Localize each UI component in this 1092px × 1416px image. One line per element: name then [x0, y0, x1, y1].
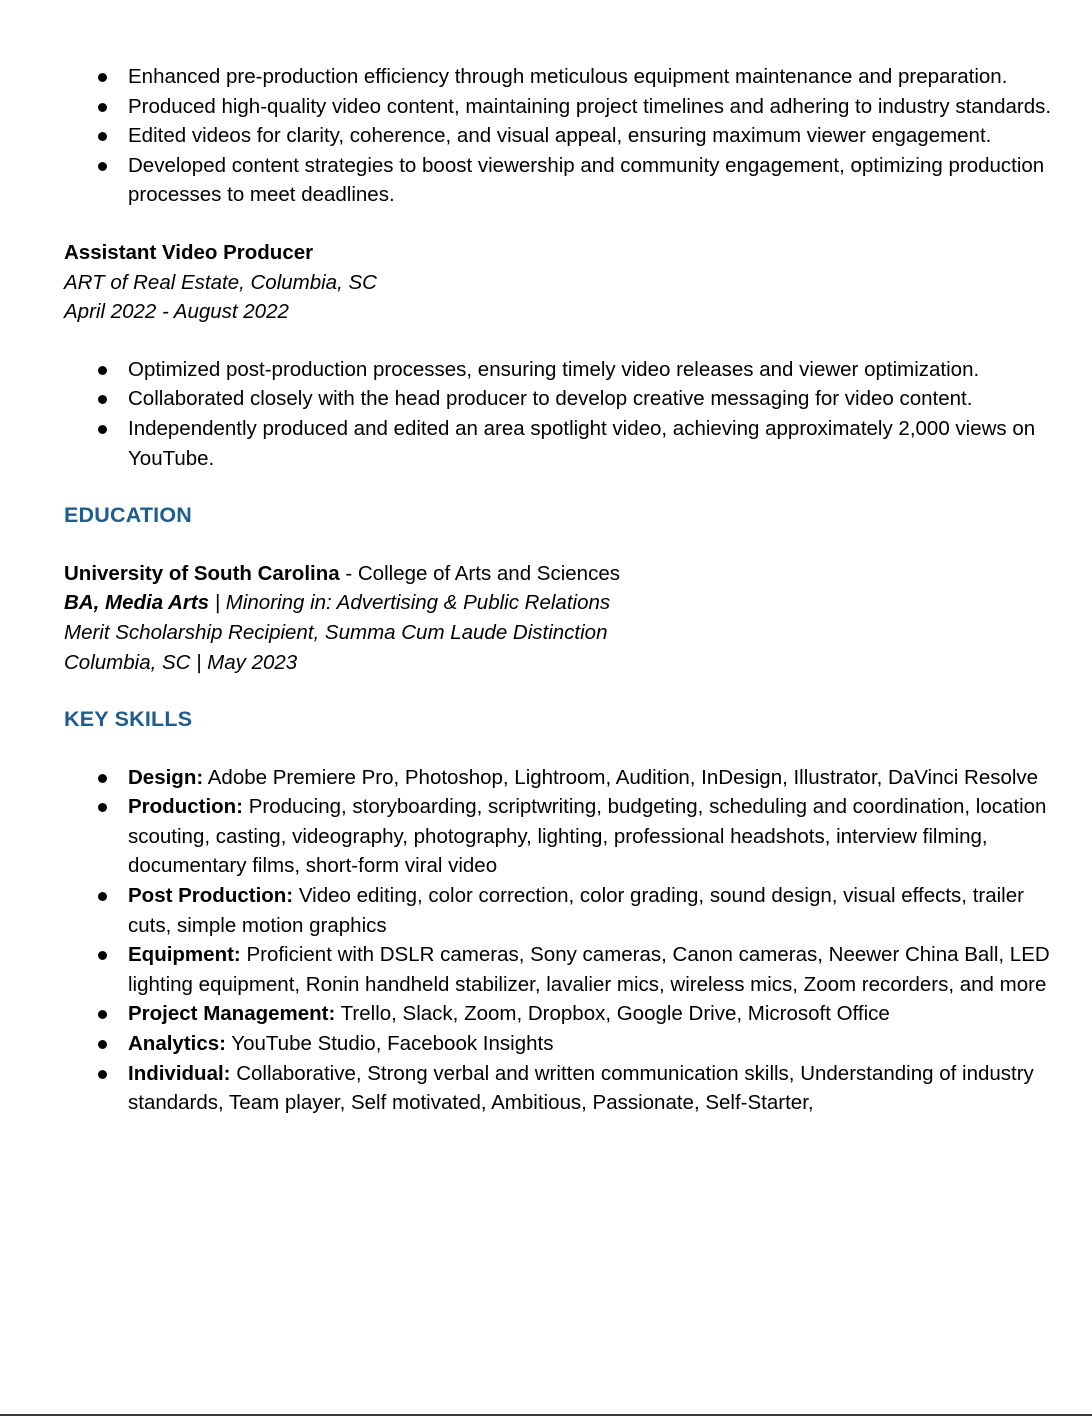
list-item: Independently produced and edited an area spotlight video, achieving approximately 2,000 views on YouTube.: [128, 414, 1054, 473]
skill-item: [128, 792, 1054, 881]
list-item: Optimized post-production processes, ensuring timely video releases and viewer optimization.: [128, 355, 1054, 385]
job-bullet-list: [64, 355, 1054, 473]
skill-item: [128, 1059, 1054, 1118]
skills-heading: KEY SKILLS: [64, 707, 193, 732]
skill-label: Design:: [128, 765, 204, 789]
experience-bullet-list: [64, 62, 1054, 210]
skill-text: Video editing, color correction, color grading, sound design, visual effects, trailer cuts, simple motion graphics: [128, 884, 1024, 937]
skill-item: [128, 881, 1054, 940]
list-item: Developed content strategies to boost viewership and community engagement, optimizing production processes to meet deadlines.: [128, 151, 1054, 210]
skill-item: [128, 999, 1054, 1029]
list-item: Edited videos for clarity, coherence, and visual appeal, ensuring maximum viewer engagement.: [128, 121, 1054, 151]
skill-label: Project Management:: [128, 1002, 336, 1026]
skill-label: Post Production:: [128, 884, 294, 908]
education-honors: Merit Scholarship Recipient, Summa Cum Laude Distinction: [64, 620, 608, 644]
skill-label: Equipment:: [128, 943, 241, 967]
skill-text: YouTube Studio, Facebook Insights: [225, 1032, 554, 1056]
list-item: Collaborated closely with the head producer to develop creative messaging for video content.: [128, 384, 1054, 414]
education-entry: [64, 559, 1054, 677]
list-item: Produced high-quality video content, maintaining project timelines and adhering to industry standards.: [128, 92, 1054, 122]
skill-text: Collaborative, Strong verbal and written communication skills, Understanding of industry standards, Team player, Self motivated, Ambitious, Passionate, Self-Starter,: [128, 1061, 1034, 1115]
degree-name: BA, Media Arts: [64, 591, 210, 615]
skill-label: Analytics:: [128, 1032, 226, 1056]
skill-text: Trello, Slack, Zoom, Dropbox, Google Drive, Microsoft Office: [335, 1002, 890, 1026]
job-company: ART of Real Estate, Columbia, SC: [64, 270, 377, 294]
job-title: Assistant Video Producer: [64, 240, 314, 264]
job-entry: [64, 238, 1054, 327]
school-name: University of South Carolina: [64, 561, 340, 585]
skills-list: [64, 763, 1054, 1118]
school-college: - College of Arts and Sciences: [339, 561, 620, 585]
skill-label: Production:: [128, 795, 244, 819]
education-location-date: Columbia, SC | May 2023: [64, 650, 298, 674]
skill-text: Adobe Premiere Pro, Photoshop, Lightroom, Audition, InDesign, Illustrator, DaVinci Resolve: [203, 765, 1039, 789]
skill-text: Producing, storyboarding, scriptwriting, budgeting, scheduling and coordination, location scouting, casting, videography, photography, lighting, professional headshots, interview filming, documentary films, short-form viral video: [128, 795, 1047, 878]
school-line: [64, 559, 1054, 589]
degree-minor: | Minoring in: Advertising & Public Relations: [209, 591, 611, 615]
skill-item: [128, 1029, 1054, 1059]
list-item: Enhanced pre-production efficiency through meticulous equipment maintenance and preparation.: [128, 62, 1054, 92]
skill-text: Proficient with DSLR cameras, Sony cameras, Canon cameras, Neewer China Ball, LED lighting equipment, Ronin handheld stabilizer, lavalier mics, wireless mics, Zoom recorders, and more: [128, 943, 1050, 996]
resume-page: [64, 62, 1054, 1118]
skill-item: [128, 763, 1054, 793]
skill-label: Individual:: [128, 1061, 231, 1085]
job-dates: April 2022 - August 2022: [64, 300, 289, 324]
degree-line: [64, 588, 1054, 618]
education-heading: EDUCATION: [64, 503, 193, 528]
skill-item: [128, 940, 1054, 999]
